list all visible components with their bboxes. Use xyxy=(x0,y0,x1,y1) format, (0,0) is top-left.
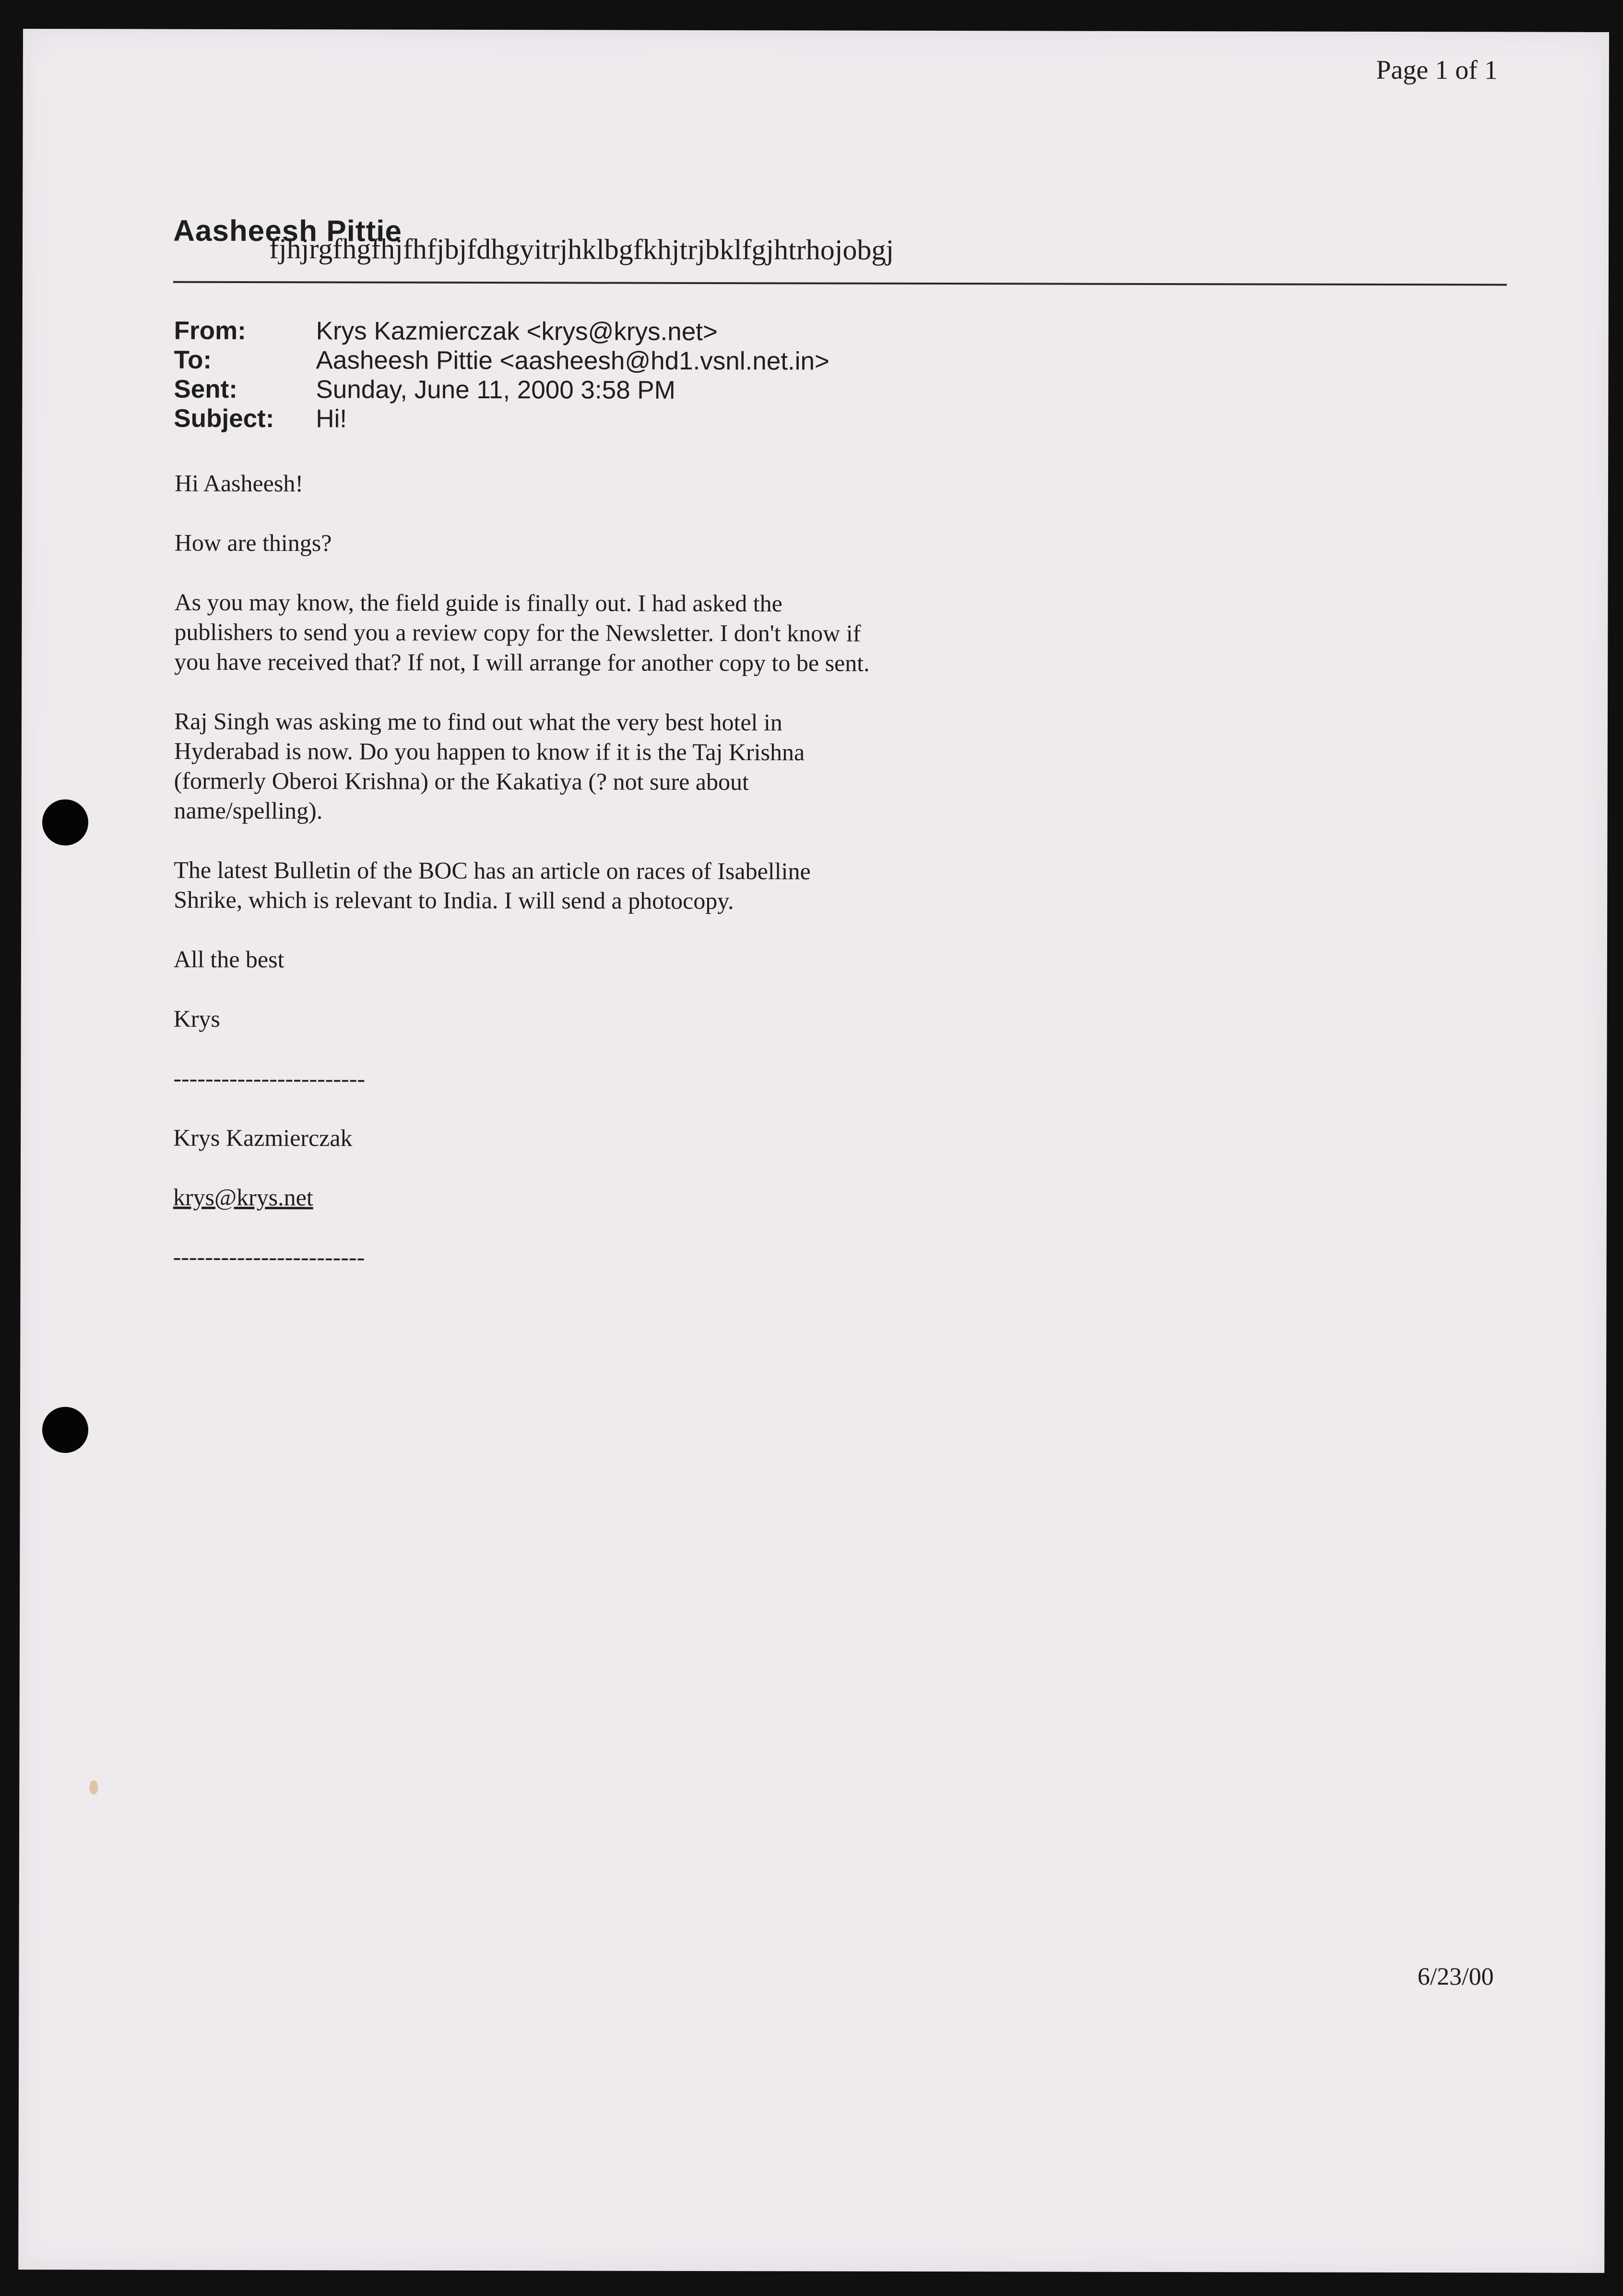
scanned-page xyxy=(18,29,1609,2273)
meta-sent xyxy=(174,375,829,405)
meta-value: Krys Kazmierczak <krys@krys.net> xyxy=(316,317,718,346)
meta-label: Subject: xyxy=(174,404,274,433)
body-paragraph: As you may know, the field guide is finally out. I had asked the publishers to send you a review copy for the Newsletter. I don't know if you have received that? If not, I will arrange for another copy to be sent. xyxy=(174,588,870,677)
sender-name: Aasheesh Pittie xyxy=(173,214,402,248)
page-number: Page 1 of 1 xyxy=(1376,55,1498,85)
meta-value: Aasheesh Pittie <aasheesh@hd1.vsnl.net.in> xyxy=(316,346,829,376)
punch-hole xyxy=(42,799,88,845)
meta-to xyxy=(174,345,829,376)
signature-email-link[interactable]: krys@krys.net xyxy=(173,1183,313,1211)
sign-name: Krys xyxy=(173,1005,220,1032)
paper-stain xyxy=(89,1780,98,1795)
meta-label: From: xyxy=(174,316,246,345)
meta-value: Sunday, June 11, 2000 3:58 PM xyxy=(316,375,675,404)
signature-divider: ------------------------ xyxy=(173,1064,366,1092)
closing: All the best xyxy=(173,945,284,973)
greeting: Hi Aasheesh! xyxy=(174,469,304,497)
email-meta xyxy=(174,316,829,435)
meta-from xyxy=(174,316,829,347)
garbled-overprint: fjhjrgfhgfhjfhfjbjfdhgyitrjhklbgfkhjtrjbklfgjhtrhojobgj xyxy=(269,233,894,266)
body-paragraph: The latest Bulletin of the BOC has an article on races of Isabelline Shrike, which is relevant to India. I will send a photocopy. xyxy=(174,856,811,915)
signature-name: Krys Kazmierczak xyxy=(173,1124,353,1152)
email-header xyxy=(173,214,1507,289)
meta-label: Sent: xyxy=(174,375,237,404)
meta-subject xyxy=(174,404,829,435)
signature-block xyxy=(173,1063,884,1273)
body-paragraph: How are things? xyxy=(174,529,332,557)
meta-value: Hi! xyxy=(316,404,347,433)
email-body xyxy=(173,468,885,1303)
meta-label: To: xyxy=(174,345,212,374)
body-paragraph: Raj Singh was asking me to find out what the very best hotel in Hyderabad is now. Do you happen to know if it is the Taj Krishna (formerly Oberoi Krishna) or the Kakatiya (? not sure about name/spelling). xyxy=(174,707,805,824)
signature-divider: ------------------------ xyxy=(173,1243,365,1271)
print-date: 6/23/00 xyxy=(1417,1963,1494,1991)
punch-hole xyxy=(42,1407,88,1453)
header-rule xyxy=(173,281,1507,286)
